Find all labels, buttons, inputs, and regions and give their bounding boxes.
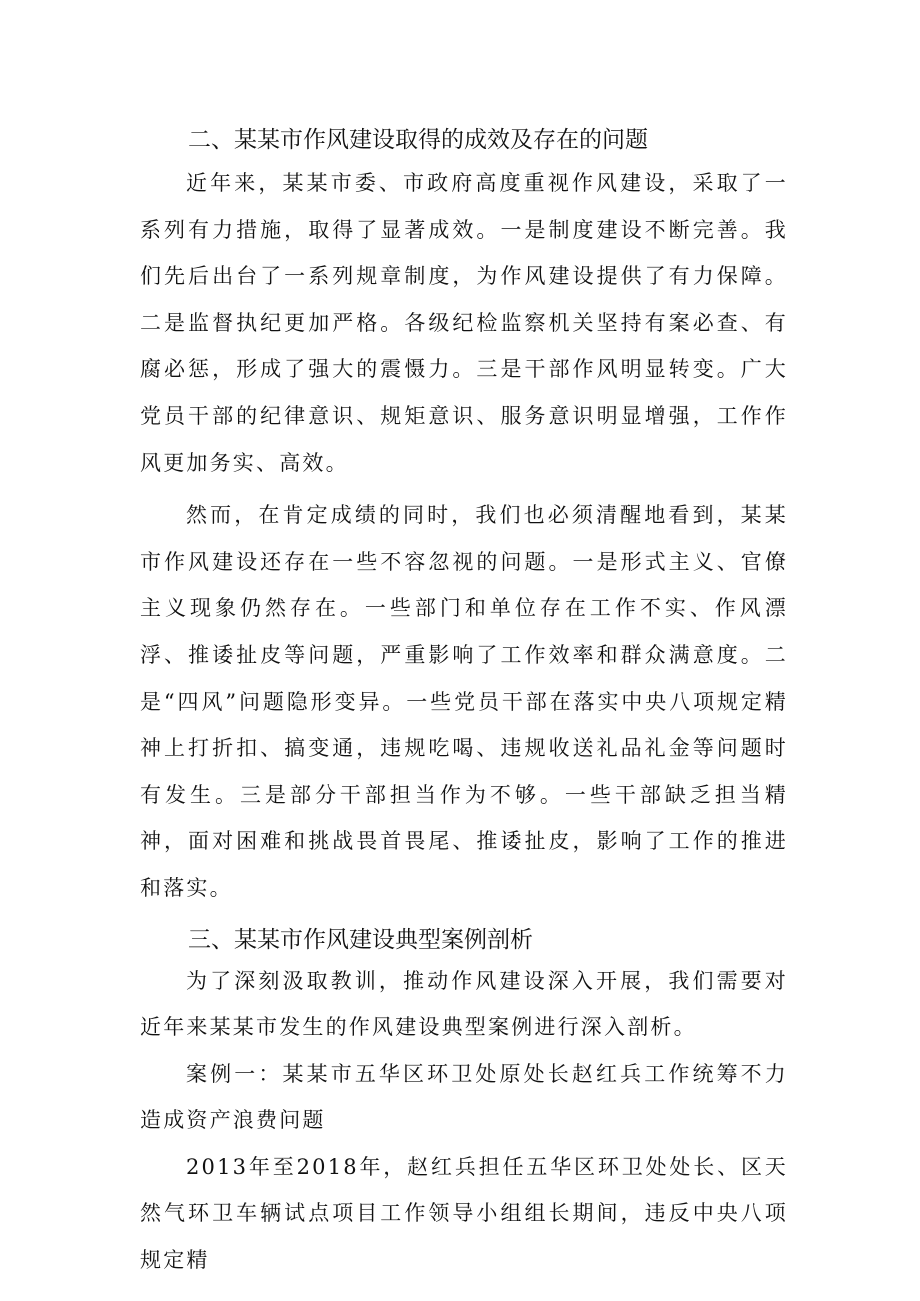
paragraph-case-intro: 为了深刻汲取教训，推动作风建设深入开展，我们需要对近年来某某市发生的作风建设典型案例进行深入剖析。 bbox=[140, 968, 788, 1040]
paragraph-case-one-detail: 2013年至2018年，赵红兵担任五华区环卫处处长、区天然气环卫车辆试点项目工作领导小组组长期间，违反中央八项规定精 bbox=[140, 1154, 788, 1273]
section-heading-case-analysis: 三、某某市作风建设典型案例剖析 bbox=[188, 926, 533, 953]
paragraph-achievements: 近年来，某某市委、市政府高度重视作风建设，采取了一系列有力措施，取得了显著成效。一是制度建设不断完善。我们先后出台了一系列规章制度，为作风建设提供了有力保障。二是监督执纪更加严格。各级纪检监察机关坚持有案必查、有腐必惩，形成了强大的震慑力。三是干部作风明显转变。广大党员干部的纪律意识、规矩意识、服务意识明显增强，工作作风更加务实、高效。 bbox=[140, 171, 788, 475]
paragraph-problems: 然而，在肯定成绩的同时，我们也必须清醒地看到，某某市作风建设还存在一些不容忽视的问题。一是形式主义、官僚主义现象仍然存在。一些部门和单位存在工作不实、作风漂浮、推诿扯皮等问题，严重影响了工作效率和群众满意度。二是“四风”问题隐形变异。一些党员干部在落实中央八项规定精神上打折扣、搞变通，违规吃喝、违规收送礼品礼金等问题时有发生。三是部分干部担当作为不够。一些干部缺乏担当精神，面对困难和挑战畏首畏尾、推诿扯皮，影响了工作的推进和落实。 bbox=[140, 503, 788, 900]
section-heading-achievements-and-problems: 二、某某市作风建设取得的成效及存在的问题 bbox=[188, 127, 648, 153]
case-one-title: 案例一：某某市五华区环卫处原处长赵红兵工作统筹不力造成资产浪费问题 bbox=[140, 1061, 788, 1133]
document-body bbox=[140, 112, 788, 1284]
